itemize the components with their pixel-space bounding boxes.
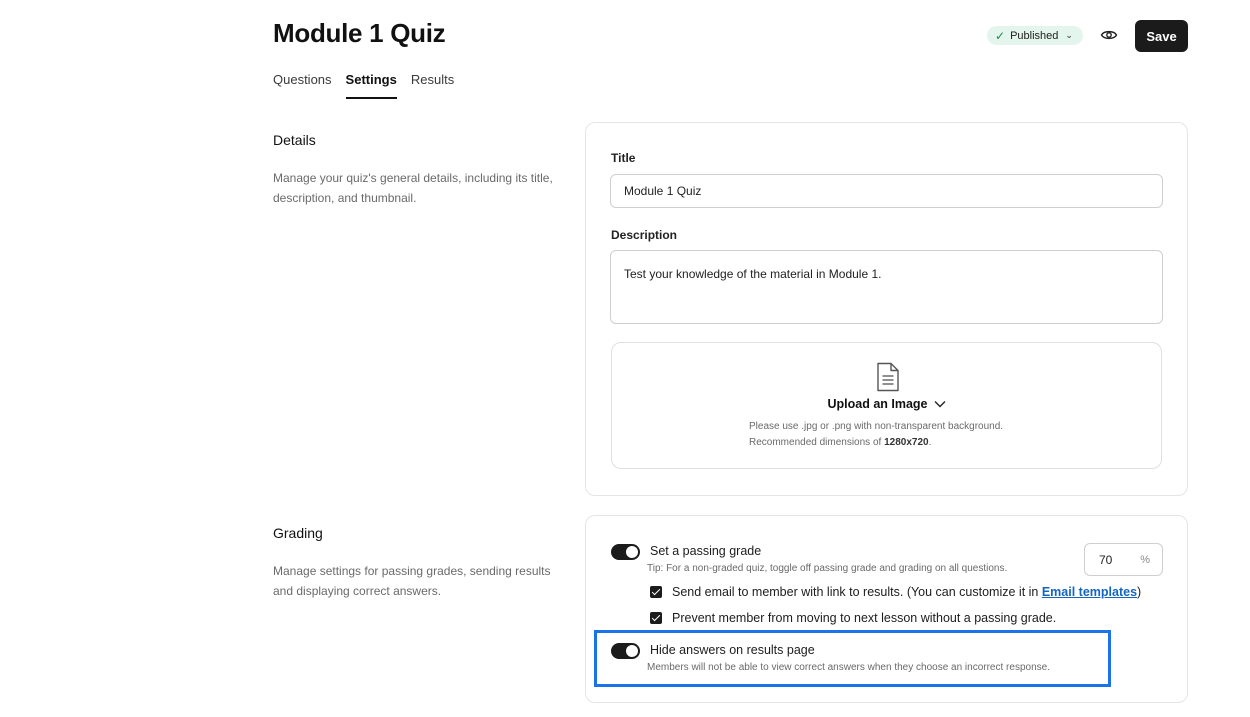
upload-hint-suffix: . <box>928 437 932 448</box>
page-title: Module 1 Quiz <box>273 18 446 48</box>
title-label: Title <box>611 151 636 165</box>
document-icon <box>875 362 901 392</box>
tab-settings[interactable]: Settings <box>346 72 397 99</box>
details-description: Manage your quiz's general details, including its title, description, and thumbnail. <box>273 171 553 205</box>
chevron-down-icon <box>934 399 946 411</box>
tab-bar <box>273 72 468 99</box>
passing-grade-input[interactable] <box>1084 543 1163 576</box>
image-upload-dropzone[interactable] <box>611 342 1162 469</box>
upload-hint <box>749 419 1003 451</box>
title-input[interactable]: Module 1 Quiz <box>610 174 1163 208</box>
prevent-next-lesson-label: Prevent member from moving to next lesson without a passing grade. <box>672 611 1057 625</box>
status-label: Published <box>1010 29 1059 42</box>
chevron-down-icon: ⌄ <box>1065 30 1073 40</box>
upload-image-button[interactable] <box>612 397 1161 411</box>
highlight-box <box>594 630 1111 687</box>
percent-unit: % <box>1140 554 1150 566</box>
passing-grade-label: Set a passing grade <box>650 544 762 558</box>
passing-grade-tip: Tip: For a non-graded quiz, toggle off passing grade and grading on all questions. <box>647 563 1008 574</box>
passing-grade-toggle[interactable] <box>611 544 640 560</box>
save-button[interactable]: Save <box>1135 20 1188 52</box>
hide-answers-tip: Members will not be able to view correct answers when they choose an incorrect response. <box>647 662 1050 673</box>
send-email-label <box>672 585 1141 599</box>
upload-hint-line2 <box>749 435 1003 451</box>
tab-results[interactable]: Results <box>410 72 455 87</box>
email-templates-link[interactable]: Email templates <box>1041 585 1138 599</box>
hide-answers-label: Hide answers on results page <box>650 643 815 657</box>
send-email-checkbox[interactable] <box>650 586 662 598</box>
description-textarea[interactable]: Test your knowledge of the material in Module 1. <box>610 250 1163 324</box>
grading-heading: Grading <box>273 525 323 541</box>
details-heading: Details <box>273 132 316 148</box>
send-email-text: Send email to member with link to results. (You can customize it in <box>672 585 1042 599</box>
description-label: Description <box>611 228 678 242</box>
preview-eye-icon[interactable] <box>1100 27 1118 43</box>
tab-questions[interactable]: Questions <box>273 72 332 87</box>
upload-hint-dimensions: 1280x720 <box>884 437 929 448</box>
passing-grade-value: 70 <box>1099 553 1113 567</box>
upload-image-label: Upload an Image <box>827 397 928 411</box>
upload-hint-prefix: Recommended dimensions of <box>749 437 885 448</box>
status-dropdown[interactable] <box>987 26 1083 45</box>
prevent-next-lesson-checkbox[interactable] <box>650 612 662 624</box>
grading-description: Manage settings for passing grades, sending results and displaying correct answers. <box>273 564 551 598</box>
check-icon: ✓ <box>995 28 1006 43</box>
upload-hint-line1: Please use .jpg or .png with non-transparent background. <box>749 421 1004 432</box>
send-email-suffix: ) <box>1137 585 1142 599</box>
